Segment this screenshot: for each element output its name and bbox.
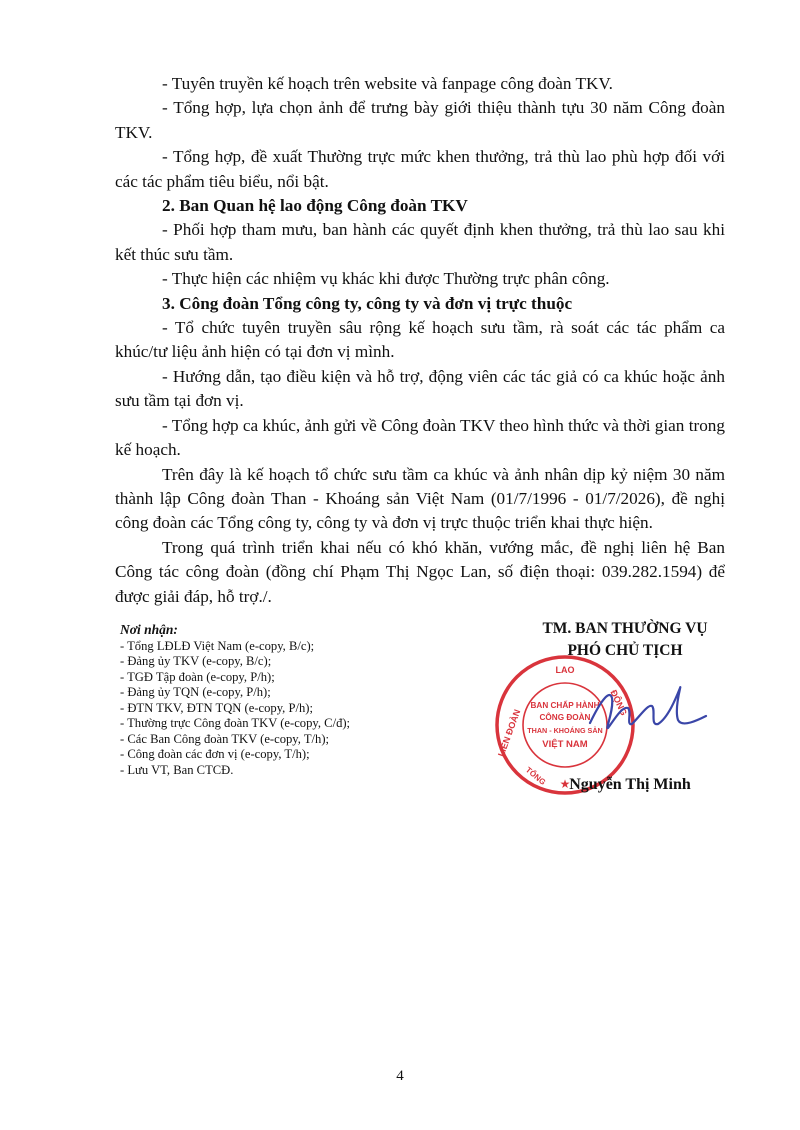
section-heading: 3. Công đoàn Tổng công ty, công ty và đơn vị trực thuộc — [162, 293, 573, 313]
signature-block — [490, 620, 770, 810]
seal-ring-bottom: TỔNG — [523, 765, 548, 787]
seal-ring-top: LAO — [555, 665, 575, 675]
recipient-item: - Đảng ủy TQN (e-copy, P/h); — [120, 685, 271, 699]
seal-line-3: THAN - KHOÁNG SẢN — [527, 726, 603, 735]
paragraph: - Tổng hợp ca khúc, ảnh gửi về Công đoàn TKV theo hình thức và thời gian trong kế hoạch. — [115, 415, 725, 460]
signature-position: PHÓ CHỦ TỊCH — [567, 642, 683, 659]
paragraph: - Hướng dẫn, tạo điều kiện và hỗ trợ, động viên các tác giả có ca khúc hoặc ảnh sưu tầm tại đơn vị. — [115, 366, 725, 411]
paragraph: - Tổng hợp, đề xuất Thường trực mức khen thưởng, trả thù lao phù hợp đối với các tác phẩm tiêu biểu, nổi bật. — [115, 147, 725, 191]
signer-name: Nguyễn Thị Minh — [569, 776, 691, 793]
recipient-item: - Lưu VT, Ban CTCĐ. — [120, 762, 234, 777]
recipient-item: - Công đoàn các đơn vị (e-copy, T/h); — [120, 747, 310, 761]
recipient-item: - Đảng ủy TKV (e-copy, B/c); — [120, 654, 272, 668]
seal-ring-right: ĐỘNG — [608, 688, 629, 718]
paragraph: - Tuyên truyền kế hoạch trên website và fanpage công đoàn TKV. — [162, 74, 613, 93]
recipient-item: - Tổng LĐLĐ Việt Nam (e-copy, B/c); — [120, 638, 315, 653]
handwritten-signature — [550, 668, 710, 748]
paragraph: - Thực hiện các nhiệm vụ khác khi được Thường trực phân công. — [162, 269, 610, 289]
recipient-item: - Các Ban Công đoàn TKV (e-copy, T/h); — [120, 731, 330, 746]
paragraph: Trên đây là kế hoạch tổ chức sưu tầm ca khúc và ảnh nhân dịp kỷ niệm 30 năm thành lập Công đoàn Than - Khoáng sản Việt Nam (01/7/1996 - 01/7/2026), đề nghị công đoàn các Tổng công ty, công ty và đơn vị trực thuộc triển khai thực hiện. — [115, 464, 725, 533]
paragraph: - Tổ chức tuyên truyền sâu rộng kế hoạch sưu tầm, rà soát các tác phẩm ca khúc/tư liệu ảnh hiện có tại đơn vị mình. — [115, 318, 725, 362]
seal-line-2: CÔNG ĐOÀN — [539, 713, 591, 722]
paragraph: - Phối hợp tham mưu, ban hành các quyết định khen thưởng, trả thù lao sau khi kết thúc sưu tầm. — [115, 220, 725, 264]
paragraph: - Tổng hợp, lựa chọn ảnh để trưng bày giới thiệu thành tựu 30 năm Công đoàn TKV. — [115, 98, 725, 142]
paragraph: Trong quá trình triển khai nếu có khó khăn, vướng mắc, đề nghị liên hệ Ban Công tác công đoàn (đồng chí Phạm Thị Ngọc Lan, số điện thoại: 039.282.1594) để được giải đáp, hỗ trợ./. — [115, 537, 725, 606]
seal-line-1: BAN CHẤP HÀNH — [530, 701, 600, 710]
recipient-item: - ĐTN TKV, ĐTN TQN (e-copy, P/h); — [120, 700, 313, 715]
page-number: 4 — [396, 1068, 404, 1084]
section-heading: 2. Ban Quan hệ lao động Công đoàn TKV — [162, 196, 468, 216]
recipients-block — [120, 622, 490, 778]
signature-title: TM. BAN THƯỜNG VỤ — [542, 620, 708, 637]
recipients-title: Nơi nhận: — [120, 622, 178, 637]
seal-star-icon: ★ — [559, 777, 571, 791]
recipient-item: - Thường trực Công đoàn TKV (e-copy, C/đ); — [120, 716, 351, 730]
seal-line-4: VIỆT NAM — [542, 739, 588, 750]
recipient-item: - TGĐ Tập đoàn (e-copy, P/h); — [120, 669, 275, 684]
body-text — [115, 72, 725, 609]
seal-ring-left: LIÊN ĐOÀN — [496, 708, 523, 758]
